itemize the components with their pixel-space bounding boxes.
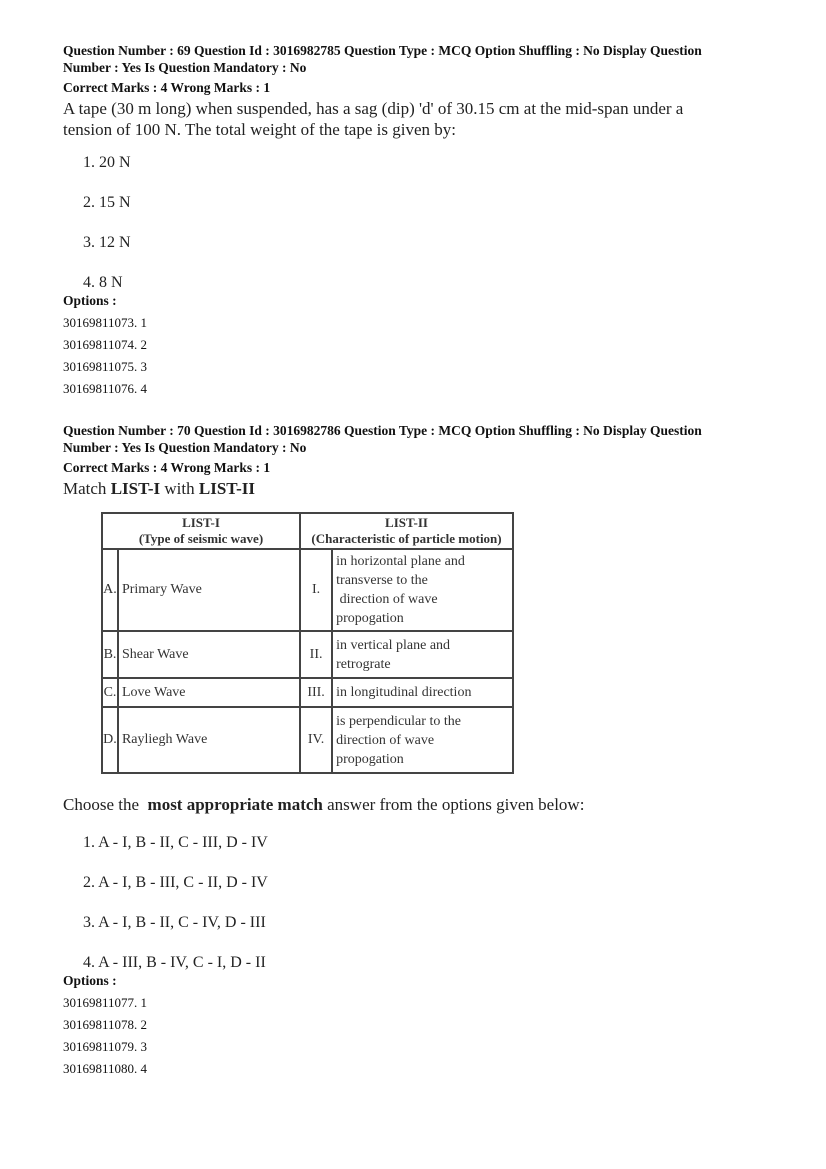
exam-page bbox=[63, 42, 768, 1080]
answer-choice[interactable]: 3. A - I, B - II, C - IV, D - III bbox=[83, 914, 266, 931]
table-row bbox=[102, 678, 513, 707]
options-label: Options : bbox=[63, 293, 117, 308]
list2-item-line: direction of wave bbox=[336, 592, 438, 607]
question-69 bbox=[63, 42, 768, 400]
options-label: Options : bbox=[63, 973, 117, 988]
list2-item bbox=[332, 549, 513, 631]
list2-label: III. bbox=[300, 678, 332, 707]
list2-item-line: in horizontal plane and bbox=[336, 554, 465, 569]
match-intro-text: Match bbox=[63, 479, 111, 498]
list1-label: C. bbox=[102, 678, 118, 707]
list2-item-line: retrograte bbox=[336, 656, 391, 672]
list1-label: D. bbox=[102, 707, 118, 773]
list2-header bbox=[300, 513, 513, 549]
list1-item: Primary Wave bbox=[118, 549, 300, 631]
choose-text: answer from the options given below: bbox=[322, 795, 585, 814]
choose-instruction bbox=[63, 794, 768, 815]
answer-choice[interactable]: 4. 8 N bbox=[83, 274, 123, 291]
list2-item-line: direction of wave bbox=[336, 732, 435, 748]
question-marks: Correct Marks : 4 Wrong Marks : 1 bbox=[63, 80, 271, 95]
question-meta-line: Number : Yes Is Question Mandatory : No bbox=[63, 440, 307, 455]
answer-choice[interactable]: 2. A - I, B - III, C - II, D - IV bbox=[83, 874, 268, 891]
list2-item bbox=[332, 678, 513, 707]
list2-item bbox=[332, 707, 513, 773]
list1-header bbox=[102, 513, 300, 549]
option-id: 30169811079. 3 bbox=[63, 1039, 148, 1054]
choose-bold-text: most appropriate match bbox=[147, 795, 323, 814]
list2-label: IV. bbox=[300, 707, 332, 773]
match-intro bbox=[63, 478, 768, 499]
answer-choice[interactable]: 1. A - I, B - II, C - III, D - IV bbox=[83, 834, 268, 851]
question-text-line: tension of 100 N. The total weight of the tape is given by: bbox=[63, 120, 456, 139]
list1-item: Rayliegh Wave bbox=[118, 707, 300, 773]
answer-choices bbox=[63, 834, 768, 972]
list2-header-subtitle: (Characteristic of particle motion) bbox=[311, 531, 502, 546]
question-meta-line: Question Number : 69 Question Id : 3016982785 Question Type : MCQ Option Shuffling : No Display Question bbox=[63, 43, 702, 58]
list1-label: B. bbox=[102, 631, 118, 678]
list2-item-line: propogation bbox=[336, 611, 404, 626]
option-id-list bbox=[63, 312, 768, 400]
option-id: 30169811075. 3 bbox=[63, 359, 148, 374]
list2-item-line: transverse to the bbox=[336, 573, 428, 588]
list1-header-title: LIST-I bbox=[182, 515, 220, 530]
answer-choice[interactable]: 4. A - III, B - IV, C - I, D - II bbox=[83, 954, 266, 971]
question-meta bbox=[63, 42, 768, 76]
question-meta-line: Number : Yes Is Question Mandatory : No bbox=[63, 60, 307, 75]
list2-label: I. bbox=[300, 549, 332, 631]
list2-header-title: LIST-II bbox=[385, 515, 428, 530]
match-intro-list1: LIST-I bbox=[110, 479, 161, 498]
question-meta-line: Question Number : 70 Question Id : 3016982786 Question Type : MCQ Option Shuffling : No Display Question bbox=[63, 423, 702, 438]
option-id: 30169811077. 1 bbox=[63, 995, 148, 1010]
question-70 bbox=[63, 422, 768, 1080]
choose-text: Choose the bbox=[63, 795, 148, 814]
question-marks: Correct Marks : 4 Wrong Marks : 1 bbox=[63, 460, 271, 475]
list1-header-subtitle: (Type of seismic wave) bbox=[138, 531, 264, 546]
answer-choices bbox=[63, 154, 768, 292]
list1-item: Shear Wave bbox=[118, 631, 300, 678]
list2-label: II. bbox=[300, 631, 332, 678]
option-id: 30169811078. 2 bbox=[63, 1017, 148, 1032]
match-intro-list2: LIST-II bbox=[198, 479, 255, 498]
option-id-list bbox=[63, 992, 768, 1080]
option-id: 30169811076. 4 bbox=[63, 381, 148, 396]
list2-item-line: in longitudinal direction bbox=[336, 685, 472, 700]
list2-item bbox=[332, 631, 513, 678]
answer-choice[interactable]: 1. 20 N bbox=[83, 154, 131, 171]
list2-item-line: propogation bbox=[336, 751, 404, 767]
table-row bbox=[102, 549, 513, 631]
match-intro-text: with bbox=[160, 479, 199, 498]
list2-item-line: is perpendicular to the bbox=[336, 713, 461, 729]
answer-choice[interactable]: 2. 15 N bbox=[83, 194, 131, 211]
list2-item-line: in vertical plane and bbox=[336, 637, 451, 653]
option-id: 30169811080. 4 bbox=[63, 1061, 148, 1076]
answer-choice[interactable]: 3. 12 N bbox=[83, 234, 131, 251]
question-text-line: A tape (30 m long) when suspended, has a sag (dip) 'd' of 30.15 cm at the mid-span under a bbox=[63, 99, 684, 118]
match-table-header bbox=[102, 513, 513, 549]
list1-label: A. bbox=[102, 549, 118, 631]
list1-item: Love Wave bbox=[118, 678, 300, 707]
table-row bbox=[102, 631, 513, 678]
question-meta bbox=[63, 422, 768, 456]
option-id: 30169811073. 1 bbox=[63, 315, 148, 330]
option-id: 30169811074. 2 bbox=[63, 337, 148, 352]
question-text bbox=[63, 98, 768, 140]
match-table bbox=[101, 512, 514, 774]
table-row bbox=[102, 707, 513, 773]
